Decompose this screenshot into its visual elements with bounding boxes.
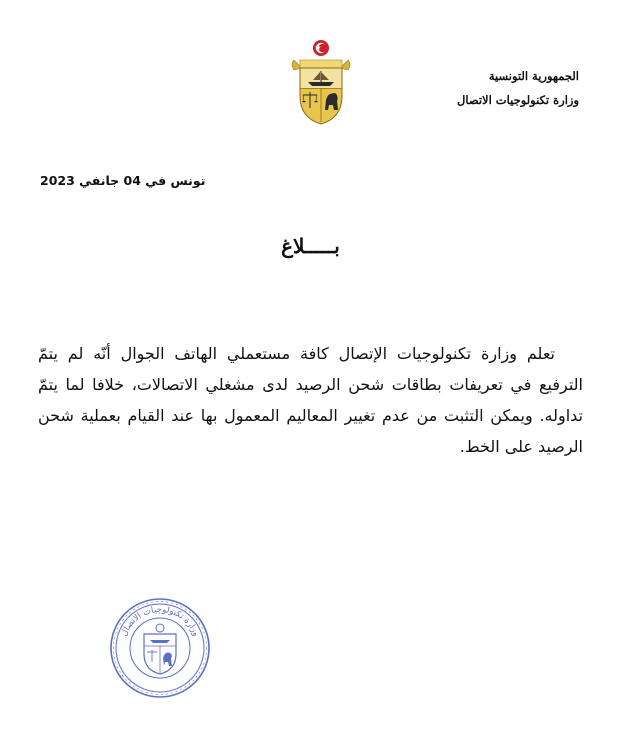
letterhead	[457, 64, 579, 112]
body-paragraph: تعلم وزارة تكنولوجيات الإتصال كافة مستعملي الهاتف الجوال أنّه لم يتمّ الترفيع في تعريفات بطاقات شحن الرصيد لدى مشغلي الاتصالات، خلافا لما يتمّ تداوله. ويمكن التثبت من عدم تغيير المعاليم المعمول بها عند القيام بعملية شحن الرصيد على الخط.	[38, 344, 583, 456]
republic-name: الجمهورية التونسية	[488, 69, 579, 83]
stamp-text: وزارة تكنولوجيات الاتصال	[119, 604, 201, 638]
tunisia-coat-of-arms-icon	[288, 38, 354, 128]
notice-body	[38, 338, 583, 462]
svg-text:وزارة تكنولوجيات الاتصال	[119, 605, 200, 638]
notice-title: بـــــلاغ	[281, 234, 340, 258]
ministry-name: وزارة تكنولوجيات الاتصال	[457, 93, 579, 107]
ministry-stamp-icon	[108, 596, 212, 700]
date-line: تونس في 04 جانفي 2023	[40, 173, 206, 188]
